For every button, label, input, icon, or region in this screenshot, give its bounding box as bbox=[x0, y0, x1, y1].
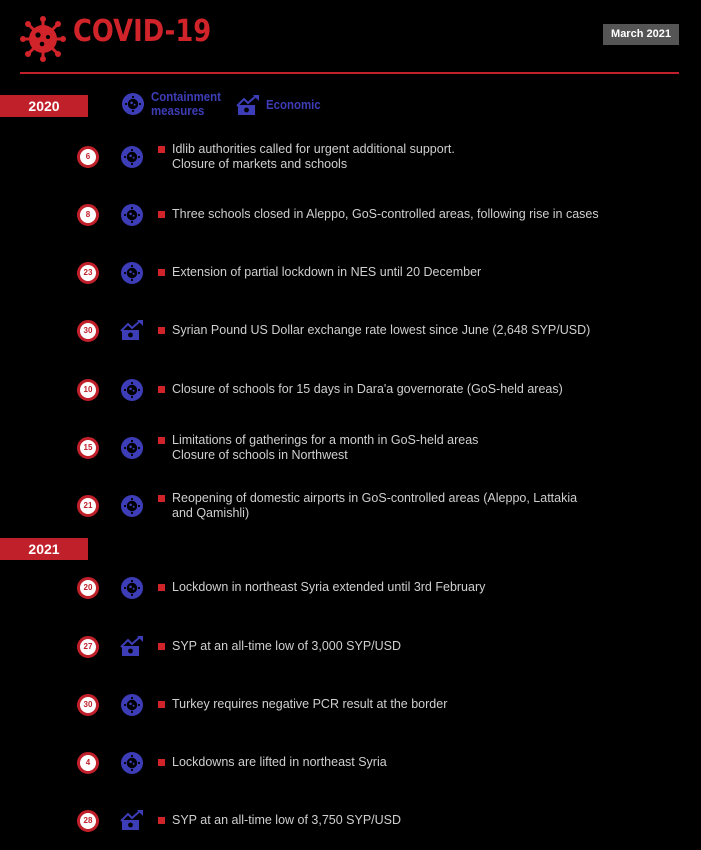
economic-chart-icon bbox=[120, 635, 144, 659]
virus-circle-icon bbox=[120, 751, 144, 775]
event-day-badge: 8 bbox=[77, 204, 99, 226]
event-text-line: SYP at an all-time low of 3,750 SYP/USD bbox=[172, 813, 402, 827]
page-title: COVID-19 bbox=[73, 14, 212, 49]
event-text bbox=[172, 382, 602, 397]
event-bullet bbox=[158, 701, 165, 708]
virus-circle-icon bbox=[120, 693, 144, 717]
virus-circle-icon bbox=[120, 261, 144, 285]
event-text bbox=[172, 433, 602, 463]
virus-circle-icon bbox=[121, 92, 145, 116]
event-text-line: Lockdown in northeast Syria extended until 3rd February bbox=[172, 580, 486, 594]
event-bullet bbox=[158, 146, 165, 153]
event-bullet bbox=[158, 759, 165, 766]
event-bullet bbox=[158, 584, 165, 591]
event-bullet bbox=[158, 643, 165, 650]
event-bullet bbox=[158, 437, 165, 444]
event-text-line: Syrian Pound US Dollar exchange rate lowest since June (2,648 SYP/USD) bbox=[172, 323, 591, 337]
event-text bbox=[172, 697, 602, 712]
event-text-line: Idlib authorities called for urgent additional support. bbox=[172, 142, 455, 156]
legend-economic bbox=[236, 94, 328, 116]
event-text bbox=[172, 813, 602, 828]
event-text bbox=[172, 265, 602, 280]
event-day-badge: 20 bbox=[77, 577, 99, 599]
header-divider bbox=[20, 72, 679, 74]
event-day-badge: 30 bbox=[77, 694, 99, 716]
event-text-line: SYP at an all-time low of 3,000 SYP/USD bbox=[172, 639, 402, 653]
event-bullet bbox=[158, 327, 165, 334]
economic-chart-icon bbox=[120, 319, 144, 343]
event-day-badge: 30 bbox=[77, 320, 99, 342]
economic-chart-icon bbox=[236, 94, 260, 116]
legend-containment-label: Containment measures bbox=[151, 89, 221, 118]
year-label-2020: 2020 bbox=[0, 95, 88, 117]
event-bullet bbox=[158, 386, 165, 393]
event-text bbox=[172, 323, 602, 338]
event-text-line: Closure of markets and schools bbox=[172, 157, 348, 171]
event-day-badge: 28 bbox=[77, 810, 99, 832]
event-text bbox=[172, 639, 602, 654]
event-text-line: Reopening of domestic airports in GoS-controlled areas (Aleppo, Lattakia bbox=[172, 491, 578, 505]
event-text-line: Extension of partial lockdown in NES until 20 December bbox=[172, 265, 482, 279]
event-text bbox=[172, 580, 602, 595]
legend-economic-label: Economic bbox=[266, 97, 321, 112]
virus-circle-icon bbox=[120, 436, 144, 460]
virus-circle-icon bbox=[120, 203, 144, 227]
date-badge: March 2021 bbox=[603, 24, 679, 45]
legend-containment bbox=[121, 90, 230, 118]
event-text-line: Closure of schools in Northwest bbox=[172, 448, 348, 462]
virus-logo-icon bbox=[20, 16, 66, 62]
event-text bbox=[172, 491, 602, 521]
event-day-badge: 15 bbox=[77, 437, 99, 459]
event-text-line: Three schools closed in Aleppo, GoS-controlled areas, following rise in cases bbox=[172, 207, 599, 221]
event-text-line: Turkey requires negative PCR result at the border bbox=[172, 697, 448, 711]
event-day-badge: 23 bbox=[77, 262, 99, 284]
event-bullet bbox=[158, 269, 165, 276]
year-label-2021: 2021 bbox=[0, 538, 88, 560]
event-day-badge: 6 bbox=[77, 146, 99, 168]
event-text-line: Limitations of gatherings for a month in GoS-held areas bbox=[172, 433, 479, 447]
event-day-badge: 10 bbox=[77, 379, 99, 401]
event-day-badge: 21 bbox=[77, 495, 99, 517]
event-bullet bbox=[158, 817, 165, 824]
event-text-line: Closure of schools for 15 days in Dara'a governorate (GoS-held areas) bbox=[172, 382, 563, 396]
virus-circle-icon bbox=[120, 576, 144, 600]
event-day-badge: 27 bbox=[77, 636, 99, 658]
economic-chart-icon bbox=[120, 809, 144, 833]
virus-circle-icon bbox=[120, 378, 144, 402]
event-bullet bbox=[158, 211, 165, 218]
event-day-badge: 4 bbox=[77, 752, 99, 774]
event-text-line: Lockdowns are lifted in northeast Syria bbox=[172, 755, 387, 769]
virus-circle-icon bbox=[120, 145, 144, 169]
event-text-line: and Qamishli) bbox=[172, 506, 250, 520]
event-bullet bbox=[158, 495, 165, 502]
event-text bbox=[172, 142, 602, 172]
event-text bbox=[172, 207, 602, 222]
virus-circle-icon bbox=[120, 494, 144, 518]
event-text bbox=[172, 755, 602, 770]
